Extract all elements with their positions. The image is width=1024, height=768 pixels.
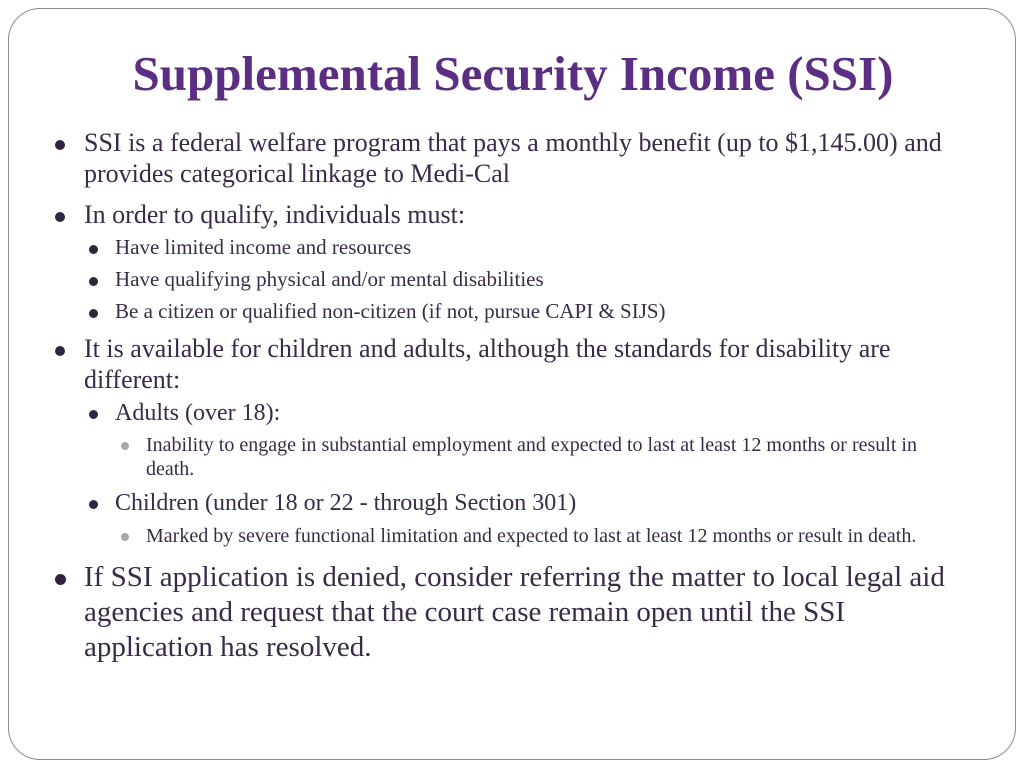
sub-bullet-item — [9, 299, 1017, 324]
bullet-item — [9, 127, 1017, 189]
sub-sub-bullet-item — [9, 433, 1017, 481]
bullet-text: Have limited income and resources — [115, 234, 412, 259]
bullet-text: Marked by severe functional limitation and expected to last at least 12 months or result in death. — [146, 525, 917, 548]
bullet-icon — [89, 500, 98, 509]
bullet-text: Inability to engage in substantial employment and expected to last at least 12 months or result in death. — [146, 434, 917, 481]
bullet-icon — [89, 410, 98, 419]
bullet-icon — [55, 140, 65, 150]
sub-sub-bullet-item — [9, 524, 1017, 548]
bullet-icon — [121, 533, 129, 541]
sub-bullet-item — [9, 399, 1017, 428]
bullet-item — [9, 560, 1017, 664]
bullet-icon — [55, 212, 65, 222]
bullet-item — [9, 199, 1017, 230]
sub-bullet-item — [9, 489, 1017, 518]
bullet-text: Adults (over 18): — [115, 399, 281, 426]
sub-bullet-item — [9, 267, 1017, 292]
bullet-text: In order to qualify, individuals must: — [84, 200, 466, 230]
bullet-icon — [89, 309, 98, 318]
bullet-icon — [55, 574, 66, 585]
bullet-icon — [89, 277, 98, 286]
bullet-icon — [55, 346, 65, 356]
bullet-icon — [89, 245, 98, 254]
bullet-text: Have qualifying physical and/or mental disabilities — [115, 266, 544, 291]
bullet-text: It is available for children and adults, although the standards for disability are different: — [84, 334, 891, 395]
bullet-text: Children (under 18 or 22 - through Section 301) — [115, 490, 577, 517]
slide-title: Supplemental Security Income (SSI) — [132, 46, 894, 101]
bullet-text: If SSI application is denied, consider referring the matter to local legal aid agencies and request that the court case remain open until the SSI application has resolved. — [84, 561, 945, 663]
bullet-icon — [121, 442, 129, 450]
bullet-list — [9, 127, 1017, 664]
bullet-item — [9, 333, 1017, 395]
bullet-text: Be a citizen or qualified non-citizen (if not, pursue CAPI & SIJS) — [115, 298, 666, 323]
slide — [8, 8, 1016, 760]
bullet-text: SSI is a federal welfare program that pays a monthly benefit (up to $1,145.00) and provides categorical linkage to Medi-Cal — [84, 128, 942, 189]
sub-bullet-item — [9, 235, 1017, 260]
